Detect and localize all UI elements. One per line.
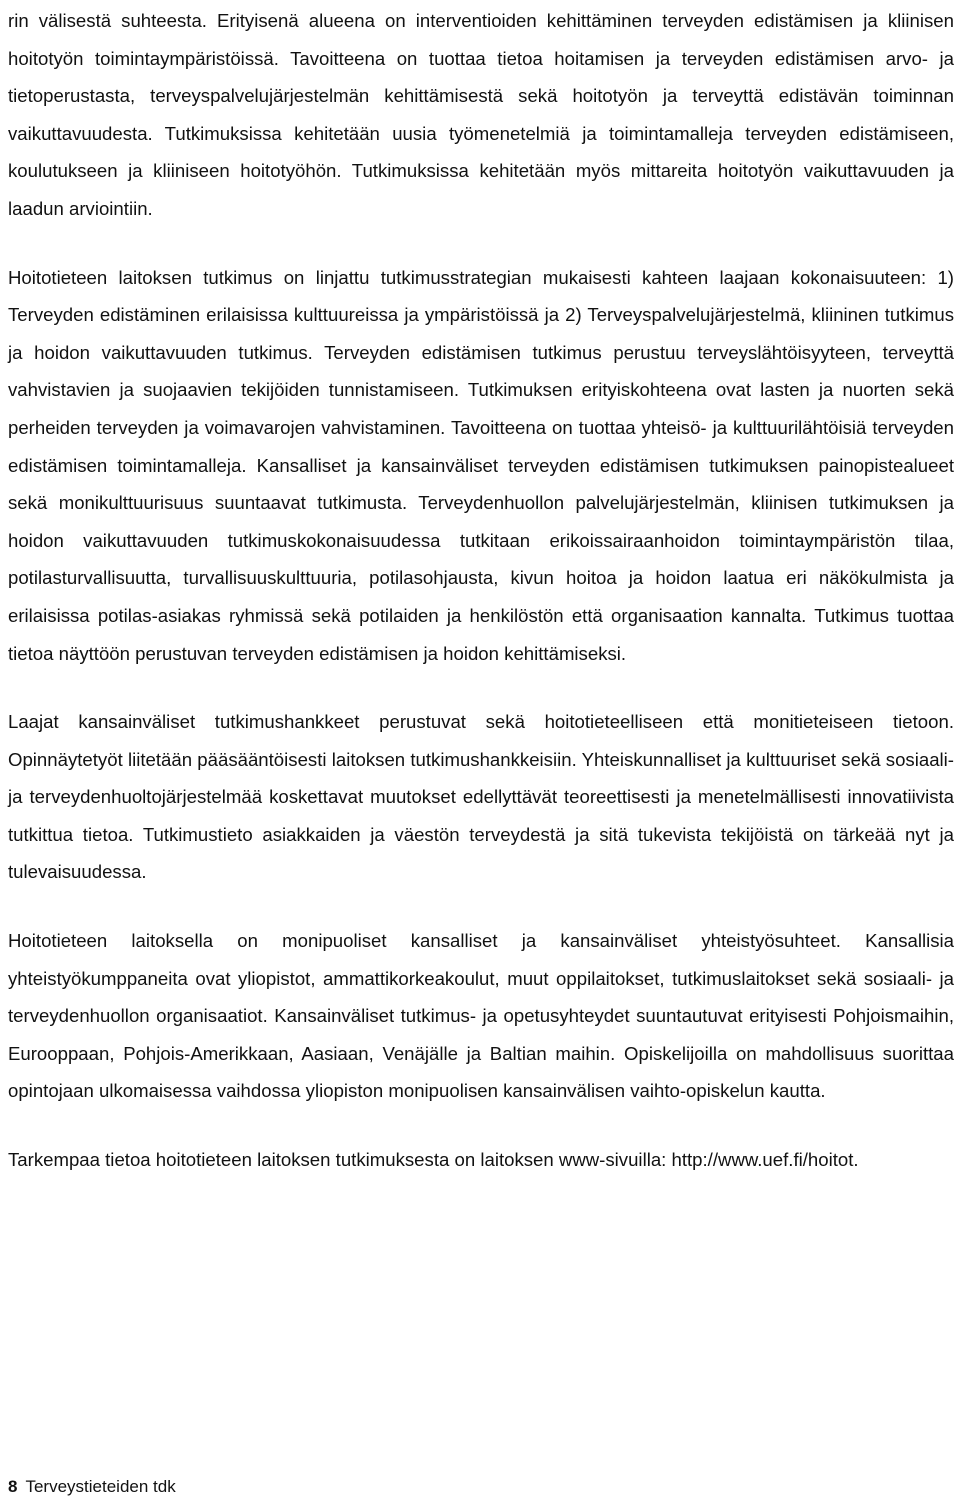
footer-title: Terveystieteiden tdk (25, 1477, 176, 1496)
page-footer (8, 1476, 176, 1498)
page-number: 8 (8, 1477, 18, 1496)
paragraph-international-projects: Laajat kansainväliset tutkimushankkeet perustuvat sekä hoitotieteelliseen että monitieteiseen tietoon. Opinnäytetyöt liitetään pääsääntöisesti laitoksen tutkimushankkeisiin. Yhteiskunnalliset ja kulttuuriset sekä sosiaali- ja terveydenhuoltojärjestelmää koskettavat muutokset edellyttävät teoreettisesti ja menetelmällisesti innovatiivista tutkittua tietoa. Tutkimustieto asiakkaiden ja väestön terveydestä ja sitä tukevista tekijöistä on tärkeää nyt ja tulevaisuudessa. (8, 711, 954, 883)
paragraph-research-interventions: rin välisestä suhteesta. Erityisenä alueena on interventioiden kehittäminen terveyden edistämisen ja kliinisen hoitotyön toimintaympäristöissä. Tavoitteena on tuottaa tietoa hoitamisen ja terveyden edistämisen arvo- ja tietoperustasta, terveyspalvelujärjestelmän kehittämisestä sekä hoitotyön ja terveyttä edistävän toiminnan vaikuttavuudesta. Tutkimuksissa kehitetään uusia työmenetelmiä ja toimintamalleja terveyden edistämiseen, koulutukseen ja kliiniseen hoitotyöhön. Tutkimuksissa kehitetään myös mittareita hoitotyön vaikuttavuuden ja laadun arviointiin. (8, 10, 954, 219)
paragraph-more-information: Tarkempaa tietoa hoitotieteen laitoksen tutkimuksesta on laitoksen www-sivuilla: http://www.uef.fi/hoitot. (8, 1149, 859, 1171)
paragraph-research-strategy: Hoitotieteen laitoksen tutkimus on linjattu tutkimusstrategian mukaisesti kahteen laajaan kokonaisuuteen: 1) Terveyden edistäminen erilaisissa kulttuureissa ja ympäristöissä ja 2) Terveyspalvelujärjestelmä, kliininen tutkimus ja hoidon vaikuttavuuden tutkimus. Terveyden edistämisen tutkimus perustuu terveyslähtöisyyteen, terveyttä vahvistavien ja suojaavien tekijöiden tunnistamiseen. Tutkimuksen erityiskohteena ovat lasten ja nuorten sekä perheiden terveyden ja voimavarojen vahvistaminen. Tavoitteena on tuottaa yhteisö- ja kulttuurilähtöisiä terveyden edistämisen toimintamalleja. Kansalliset ja kansainväliset terveyden edistämisen tutkimuksen painopistealueet sekä monikulttuurisuus suuntaavat tutkimusta. Terveydenhuollon palvelujärjestelmän, kliinisen tutkimuksen ja hoidon vaikuttavuuden tutkimuskokonaisuudessa tutkitaan erikoissairaanhoidon toimintaympäristön tilaa, potilasturvallisuutta, turvallisuuskulttuuria, potilasohjausta, kivun hoitoa ja hoidon laatua eri näkökulmista ja erilaisissa potilas-asiakas ryhmissä sekä potilaiden ja henkilöstön että organisaation kannalta. Tutkimus tuottaa tietoa näyttöön perustuvan terveyden edistämisen ja hoidon kehittämiseksi. (8, 266, 954, 664)
document-page (8, 0, 954, 1179)
paragraph-cooperation: Hoitotieteen laitoksella on monipuoliset kansalliset ja kansainväliset yhteistyösuhteet. Kansallisia yhteistyökumppaneita ovat yliopistot, ammattikorkeakoulut, muut oppilaitokset, tutkimuslaitokset sekä sosiaali- ja terveydenhuollon organisaatiot. Kansainväliset tutkimus- ja opetusyhteydet suuntautuvat erityisesti Pohjoismaihin, Eurooppaan, Pohjois-Amerikkaan, Aasiaan, Venäjälle ja Baltian maihin. Opiskelijoilla on mahdollisuus suorittaa opintojaan ulkomaisessa vaihdossa yliopiston monipuolisen kansainvälisen vaihto-opiskelun kautta. (8, 930, 954, 1102)
